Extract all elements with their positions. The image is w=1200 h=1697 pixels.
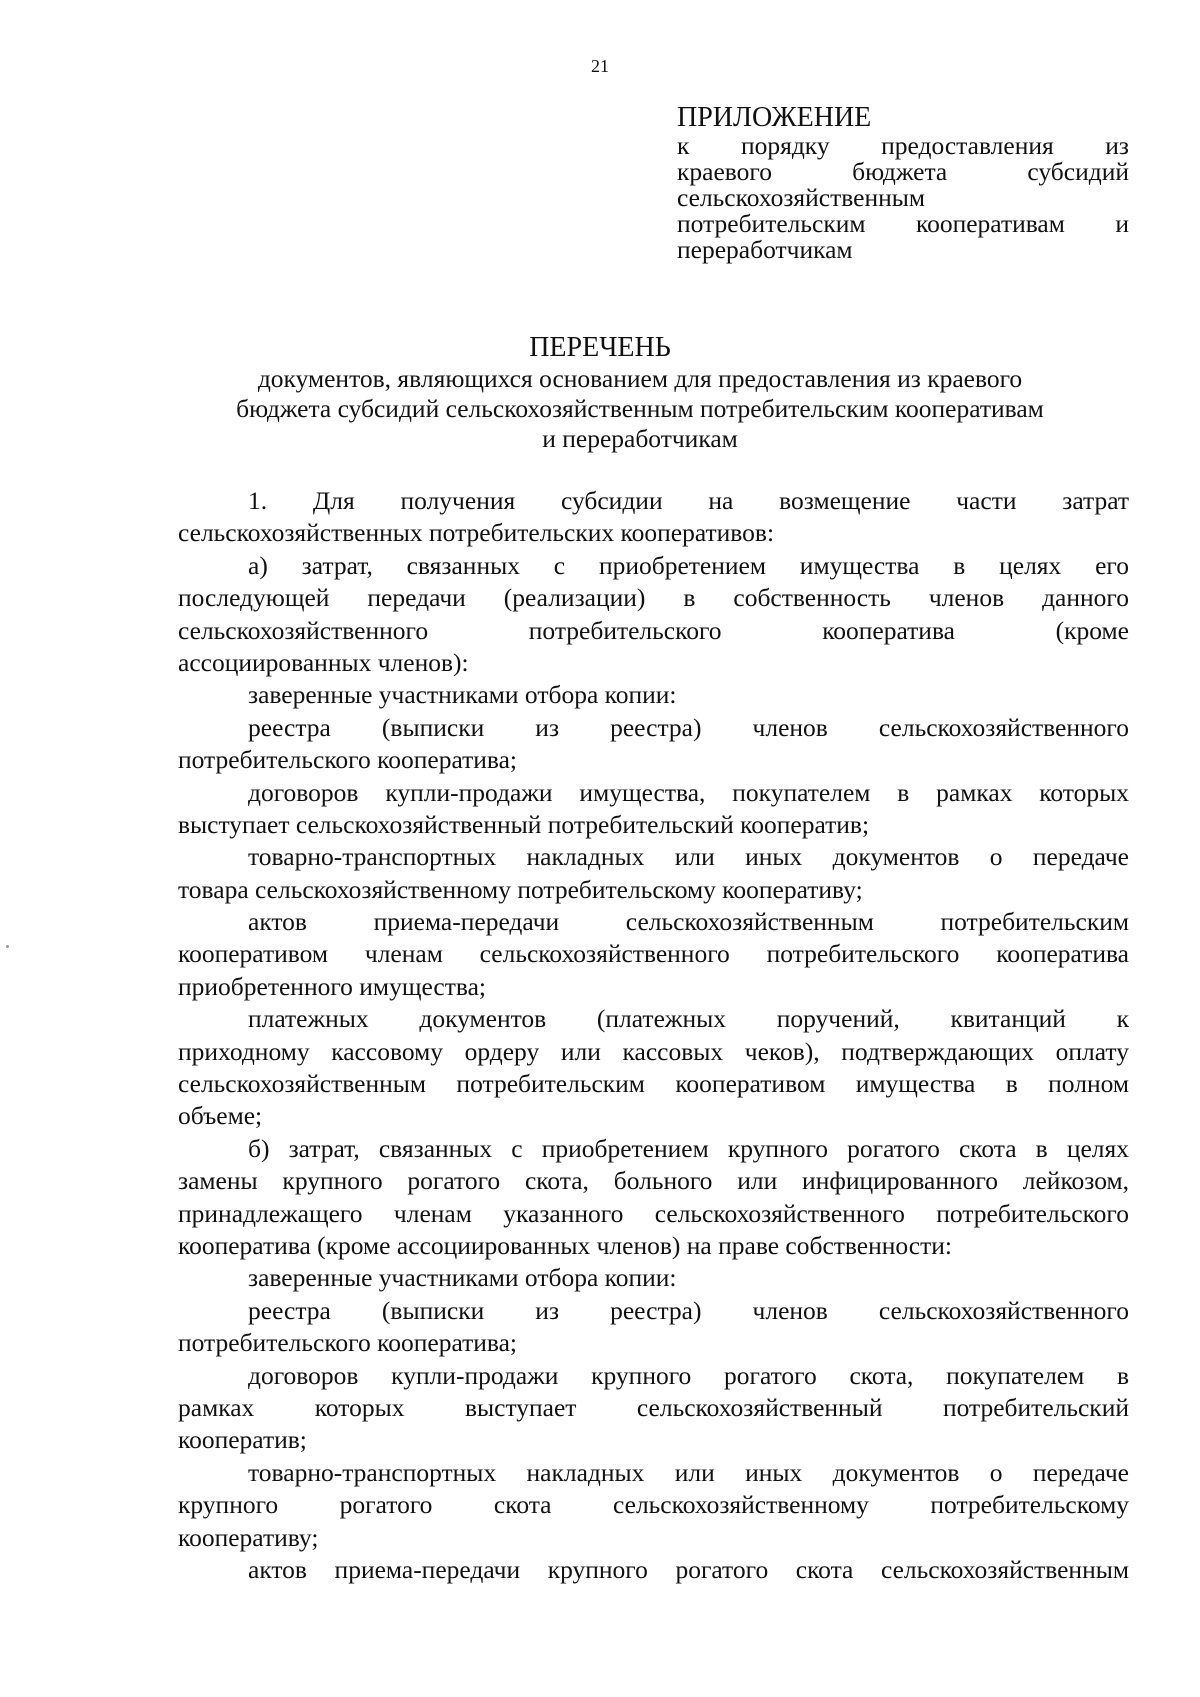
body-line: кооператив; bbox=[178, 1425, 307, 1455]
annex-line: к порядку предоставления из bbox=[677, 131, 1129, 160]
body-line: сельскохозяйственных потребительских кооперативов: bbox=[178, 518, 775, 548]
body-line: принадлежащего членам указанного сельскохозяйственного потребительского bbox=[178, 1198, 1129, 1228]
body-line: товара сельскохозяйственному потребительскому кооперативу; bbox=[178, 874, 863, 904]
annex-title: ПРИЛОЖЕНИЕ bbox=[677, 102, 872, 133]
body-line: товарно-транспортных накладных или иных документов о передаче bbox=[248, 1457, 1129, 1487]
annex-line: потребительским кооперативам и bbox=[677, 209, 1129, 238]
body-line: кооператива (кроме ассоциированных членов) на праве собственности: bbox=[178, 1230, 952, 1260]
body-line: кооперативом членам сельскохозяйственного потребительского кооператива bbox=[178, 939, 1129, 969]
subtitle-line: документов, являющихся основанием для предоставления из краевого bbox=[257, 364, 1023, 393]
body-line: 1. Для получения субсидии на возмещение части затрат bbox=[248, 486, 1129, 515]
annex-block bbox=[677, 103, 1129, 263]
body-line: товарно-транспортных накладных или иных документов о передаче bbox=[248, 842, 1129, 872]
body-line: реестра (выписки из реестра) членов сельскохозяйственного bbox=[248, 1295, 1129, 1325]
scan-dot bbox=[6, 945, 9, 948]
body-line: крупного рогатого скота сельскохозяйственному потребительскому bbox=[178, 1490, 1129, 1520]
document-title: ПЕРЕЧЕНЬ bbox=[529, 332, 671, 363]
body-line: заверенные участниками отбора копии: bbox=[248, 1263, 677, 1293]
body-line: реестра (выписки из реестра) членов сельскохозяйственного bbox=[248, 712, 1129, 742]
body-line: объеме; bbox=[178, 1101, 263, 1131]
subtitle-line: бюджета субсидий сельскохозяйственным потребительским кооперативам bbox=[236, 394, 1044, 423]
body-line: сельскохозяйственным потребительским кооперативом имущества в полном bbox=[178, 1069, 1129, 1099]
annex-line: краевого бюджета субсидий bbox=[677, 157, 1129, 186]
body-line: б) затрат, связанных с приобретением крупного рогатого скота в целях bbox=[248, 1133, 1129, 1163]
page-number: 21 bbox=[591, 56, 609, 76]
body-line: последующей передачи (реализации) в собственность членов данного bbox=[178, 583, 1129, 613]
body-line: договоров купли-продажи крупного рогатого скота, покупателем в bbox=[248, 1360, 1129, 1390]
body-line: сельскохозяйственного потребительского кооператива (кроме bbox=[178, 615, 1129, 645]
document-body bbox=[178, 485, 1129, 1586]
body-line: выступает сельскохозяйственный потребительский кооператив; bbox=[178, 809, 870, 839]
body-line: замены крупного рогатого скота, больного или инфицированного лейкозом, bbox=[178, 1166, 1129, 1196]
body-line: приходному кассовому ордеру или кассовых чеков), подтверждающих оплату bbox=[178, 1036, 1129, 1066]
subtitle-line: и переработчикам bbox=[542, 424, 738, 453]
body-line: ассоциированных членов): bbox=[178, 647, 469, 677]
body-line: потребительского кооператива; bbox=[178, 745, 517, 775]
document-subtitle bbox=[160, 364, 1120, 454]
annex-line: переработчикам bbox=[677, 235, 853, 264]
body-line: актов приема-передачи сельскохозяйственным потребительским bbox=[248, 907, 1129, 937]
body-line: договоров купли-продажи имущества, покупателем в рамках которых bbox=[248, 777, 1129, 807]
body-line: рамках которых выступает сельскохозяйственный потребительский bbox=[178, 1392, 1129, 1422]
body-line: актов приема-передачи крупного рогатого скота сельскохозяйственным bbox=[248, 1554, 1129, 1584]
body-line: потребительского кооператива; bbox=[178, 1328, 517, 1358]
annex-line: сельскохозяйственным bbox=[677, 183, 926, 212]
body-line: а) затрат, связанных с приобретением имущества в целях его bbox=[248, 550, 1129, 580]
body-line: приобретенного имущества; bbox=[178, 971, 486, 1001]
body-line: заверенные участниками отбора копии: bbox=[248, 680, 677, 710]
body-line: платежных документов (платежных поручений, квитанций к bbox=[248, 1004, 1129, 1034]
body-line: кооперативу; bbox=[178, 1522, 319, 1552]
